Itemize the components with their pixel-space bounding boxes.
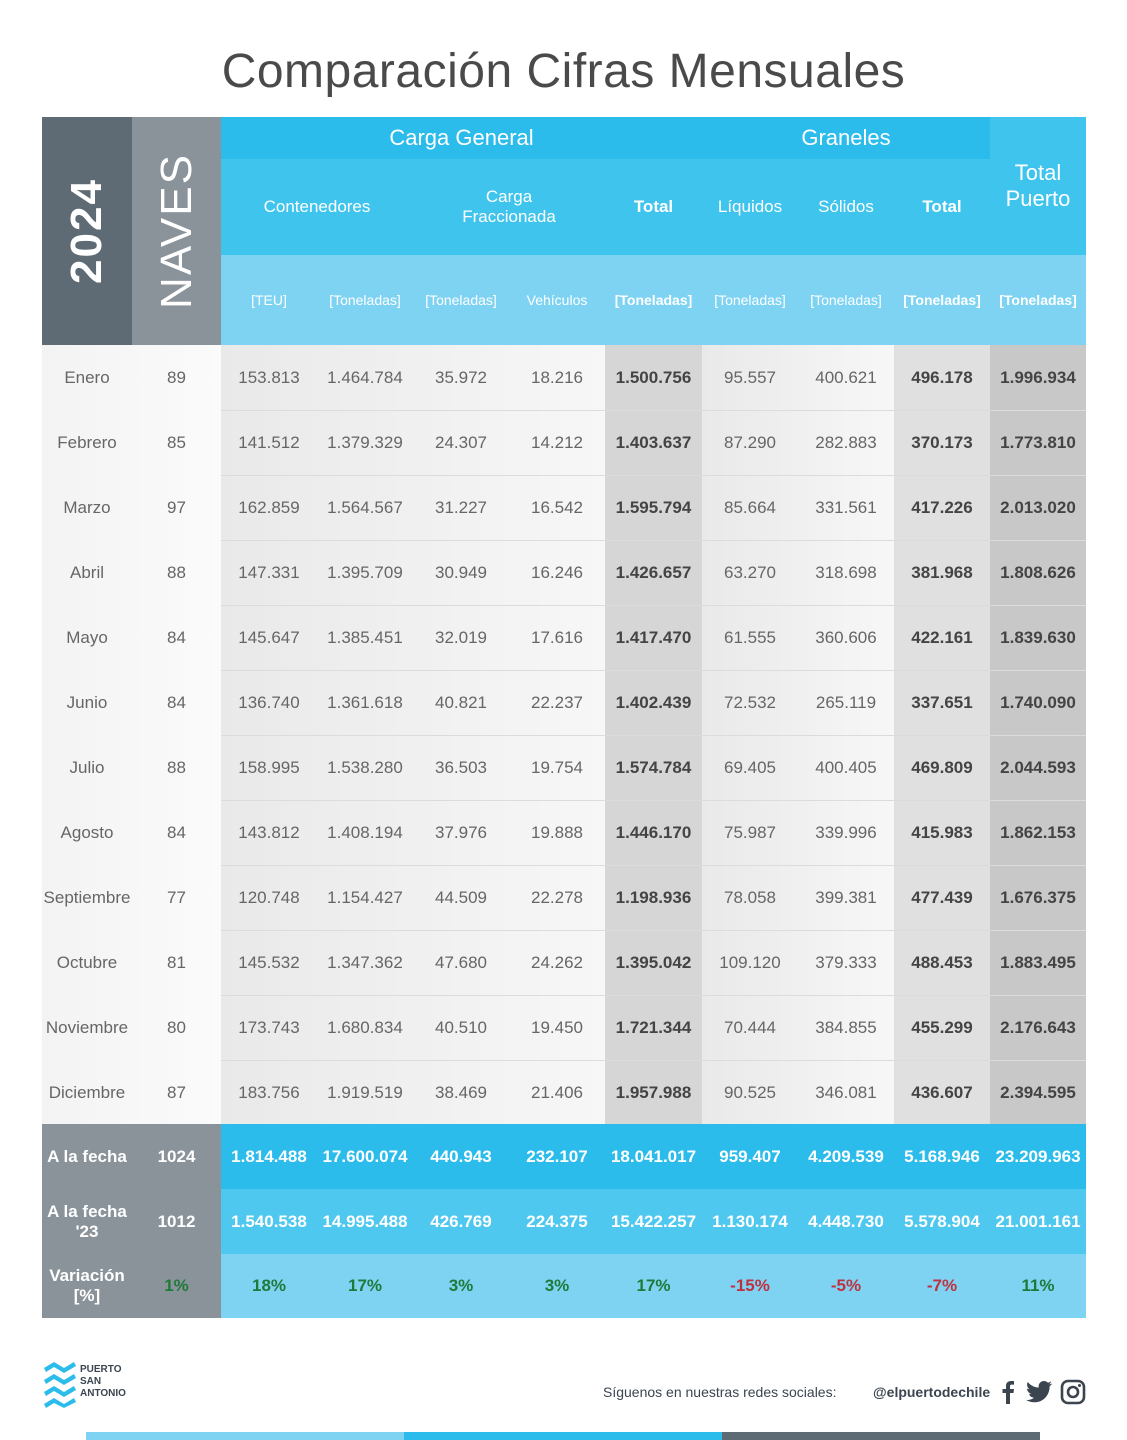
table-cell: 2.394.595 [1000,1082,1076,1102]
table-cell: 22.237 [531,692,583,712]
year-header [42,117,132,345]
naves-header [132,117,221,345]
table-cell: 496.178 [911,367,973,387]
table-cell: 78.058 [724,887,776,907]
table-cell: 346.081 [815,1082,877,1102]
variation-value: -15% [730,1276,770,1295]
naves-value: 89 [167,367,186,387]
summary-cell: 4.448.730 [808,1211,884,1231]
variation-value: 18% [251,1276,287,1295]
summary-cell: 1.540.538 [231,1211,307,1231]
table-cell: 90.525 [724,1082,776,1102]
table-cell: 32.019 [435,627,487,647]
month-label: Junio [66,692,108,712]
table-cell: 17.616 [531,627,583,647]
unit-label: Vehículos [526,292,588,308]
table-cell: 477.439 [911,887,973,907]
table-cell: 1.676.375 [1000,887,1076,907]
table-cell: 40.821 [435,692,487,712]
summary-naves-value: 1012 [157,1211,196,1231]
table-cell: 18.216 [531,367,583,387]
unit-label: [Toneladas] [614,292,693,308]
table-cell: 422.161 [911,627,973,647]
table-cell: 1.721.344 [615,1017,692,1037]
month-label: Octubre [56,952,118,972]
table-cell: 2.176.643 [1000,1017,1076,1037]
summary-naves-value: 1% [164,1276,189,1295]
table-cell: 1.464.784 [327,367,403,387]
instagram-icon[interactable] [1059,1378,1087,1406]
naves-label: NAVES [151,153,201,309]
footer-bar-light [86,1432,404,1440]
table-cell: 16.542 [531,497,583,517]
summary-cell: 14.995.488 [322,1211,408,1231]
puerto-san-antonio-logo-icon [42,1360,78,1408]
naves-value: 80 [167,1017,186,1037]
unit-label: [Toneladas] [810,292,882,308]
table-cell: 38.469 [435,1082,487,1102]
table-cell: 1.538.280 [327,757,403,777]
summary-label [42,1254,132,1318]
table-cell: 1.361.618 [327,692,403,712]
table-cell: 360.606 [815,627,877,647]
logo-line-2: SAN [80,1376,102,1387]
table-cell: 145.647 [238,627,300,647]
sub-liquidos: Líquidos [717,197,783,216]
sub-solidos: Sólidos [818,197,874,216]
table-cell: 21.406 [531,1082,583,1102]
table-cell: 1.996.934 [1000,367,1076,387]
table-cell: 147.331 [238,562,300,582]
table-cell: 1.957.988 [615,1082,692,1102]
table-cell: 44.509 [435,887,487,907]
month-label: Abril [69,562,104,582]
twitter-icon[interactable] [1025,1378,1053,1406]
table-cell: 72.532 [724,692,776,712]
table-cell: 370.173 [911,432,973,452]
table-cell: 109.120 [719,952,781,972]
month-label: Febrero [57,432,117,452]
footer-bar-blue [404,1432,722,1440]
summary-naves-value: 1024 [157,1146,196,1166]
table-cell: 381.968 [911,562,973,582]
variation-value: -5% [830,1276,862,1295]
naves-value: 97 [167,497,186,517]
summary-cell: 232.107 [526,1146,588,1166]
table-cell: 173.743 [238,1017,300,1037]
month-label: Julio [69,757,105,777]
unit-label: [Toneladas] [329,292,401,308]
summary-cell: 1.130.174 [712,1211,788,1231]
table-cell: 19.450 [531,1017,583,1037]
table-cell: 1.808.626 [1000,562,1076,582]
table-cell: 331.561 [815,497,877,517]
naves-value: 87 [167,1082,186,1102]
table-cell: 417.226 [911,497,973,517]
table-cell: 415.983 [911,822,973,842]
table-cell: 136.740 [238,692,300,712]
sub-fraccionada-line-2: Fraccionada [462,207,556,226]
summary-label [42,1124,132,1189]
month-label: Enero [64,367,110,387]
table-cell: 153.813 [238,367,300,387]
unit-label: [TEU] [251,292,287,308]
naves-value: 85 [167,432,186,452]
summary-label-line-2: [%] [73,1286,101,1305]
table-cell: 75.987 [724,822,776,842]
table-cell: 1.862.153 [1000,822,1076,842]
year-label: 2024 [62,178,112,284]
variation-value: 11% [1021,1276,1055,1295]
table-cell: 14.212 [531,432,583,452]
total-puerto-label-2: Puerto [1005,186,1071,211]
table-cell: 1.839.630 [1000,627,1076,647]
naves-value: 81 [167,952,186,972]
social-text: Síguenos en nuestras redes sociales: [603,1384,837,1400]
table-cell: 61.555 [724,627,776,647]
naves-value: 88 [167,562,186,582]
table-cell: 1.198.936 [615,887,692,907]
table-cell: 69.405 [724,757,776,777]
table-cell: 143.812 [238,822,300,842]
table-cell: 183.756 [238,1082,300,1102]
table-cell: 70.444 [724,1017,776,1037]
table-cell: 1.417.470 [615,627,692,647]
table-cell: 31.227 [435,497,487,517]
summary-cell: 224.375 [526,1211,588,1231]
table-cell: 436.607 [911,1082,973,1102]
table-cell: 1.379.329 [327,432,403,452]
table-cell: 379.333 [815,952,877,972]
summary-cell: 959.407 [719,1146,781,1166]
table-cell: 19.754 [531,757,583,777]
table-cell: 318.698 [815,562,877,582]
naves-value: 77 [167,887,186,907]
table-cell: 2.044.593 [1000,757,1076,777]
summary-cell: 4.209.539 [808,1146,884,1166]
sub-total-graneles: Total [922,197,962,216]
summary-cell: 426.769 [430,1211,492,1231]
page-title: Comparación Cifras Mensuales [221,45,906,98]
table-cell: 1.883.495 [1000,952,1076,972]
unit-label: [Toneladas] [999,292,1077,308]
summary-rows [42,1124,1086,1318]
sub-fraccionada-line-1: Carga [485,187,533,206]
summary-cell: 21.001.161 [995,1211,1081,1231]
naves-value: 88 [167,757,186,777]
facebook-icon[interactable] [998,1378,1018,1406]
table-cell: 384.855 [815,1017,877,1037]
table-cell: 1.680.834 [327,1017,403,1037]
logo-line-3: ANTONIO [80,1388,126,1399]
table-cell: 24.307 [435,432,487,452]
variation-value: 17% [636,1276,671,1295]
summary-cell: 18.041.017 [610,1146,697,1166]
table-cell: 95.557 [724,367,776,387]
table-cell: 1.395.709 [327,562,403,582]
unit-label: [Toneladas] [425,292,497,308]
table-cell: 1.385.451 [327,627,403,647]
group-carga-general: Carga General [389,125,534,150]
sub-total-carga: Total [633,197,674,216]
table-cell: 22.278 [531,887,583,907]
month-label: Noviembre [45,1017,129,1037]
table-cell: 1.740.090 [1000,692,1076,712]
table-cell: 120.748 [238,887,300,907]
table-cell: 35.972 [435,367,487,387]
table-cell: 282.883 [815,432,877,452]
sub-contenedores: Contenedores [263,197,371,216]
table-cell: 87.290 [724,432,776,452]
summary-label-line-1: Variación [49,1266,125,1285]
table-cell: 145.532 [238,952,300,972]
footer-bar-gray [722,1432,1040,1440]
table-cell: 1.347.362 [327,952,403,972]
table-cell: 1.574.784 [615,757,692,777]
table-body [42,345,1086,1124]
unit-label: [Toneladas] [714,292,786,308]
naves-value: 84 [167,627,186,647]
variation-value: 3% [544,1276,570,1295]
unit-label: [Toneladas] [903,292,981,308]
table-cell: 265.119 [815,692,877,712]
month-label: Septiembre [43,887,131,907]
naves-value: 84 [167,692,186,712]
table-cell: 1.154.427 [327,887,403,907]
logo-text [80,1364,126,1400]
table-cell: 1.408.194 [327,822,403,842]
monthly-table [42,117,1086,1318]
table-cell: 1.773.810 [1000,432,1076,452]
month-label: Marzo [63,497,111,517]
table-cell: 469.809 [911,757,973,777]
table-cell: 24.262 [531,952,583,972]
table-cell: 40.510 [435,1017,487,1037]
summary-cell: 1.814.488 [231,1146,307,1166]
table-cell: 1.564.567 [327,497,403,517]
group-graneles: Graneles [801,125,891,150]
summary-label [42,1189,132,1254]
table-cell: 455.299 [911,1017,973,1037]
summary-cell: 5.578.904 [904,1211,980,1231]
variation-value: 3% [448,1276,474,1295]
table-cell: 488.453 [911,952,973,972]
logo-line-1: PUERTO [80,1364,122,1375]
variation-value: 17% [347,1276,383,1295]
month-label: Agosto [60,822,114,842]
table-cell: 16.246 [531,562,583,582]
table-cell: 158.995 [238,757,300,777]
table-cell: 400.621 [815,367,877,387]
table-cell: 30.949 [435,562,487,582]
month-label: Mayo [66,627,108,647]
table-cell: 1.395.042 [615,952,692,972]
total-puerto-label-1: Total [1014,160,1062,185]
month-label: Diciembre [48,1082,126,1102]
table-cell: 47.680 [435,952,487,972]
summary-label-line-2: '23 [75,1221,99,1241]
table-cell: 37.976 [435,822,487,842]
table-cell: 1.595.794 [615,497,692,517]
summary-cell: 440.943 [430,1146,492,1166]
table-cell: 63.270 [724,562,776,582]
social-handle[interactable]: @elpuertodechile [873,1384,991,1400]
summary-label-line-1: A la fecha [47,1146,127,1166]
naves-value: 84 [167,822,186,842]
table-cell: 399.381 [815,887,877,907]
table-cell: 400.405 [815,757,877,777]
table-cell: 162.859 [238,497,300,517]
summary-cell: 5.168.946 [904,1146,980,1166]
table-cell: 2.013.020 [1000,497,1076,517]
summary-cell: 15.422.257 [610,1211,697,1231]
table-cell: 1.402.439 [615,692,692,712]
summary-cell: 17.600.074 [322,1146,408,1166]
table-cell: 339.996 [815,822,877,842]
table-cell: 85.664 [724,497,776,517]
table-cell: 141.512 [238,432,300,452]
total-puerto-header [990,117,1086,255]
table-cell: 337.651 [911,692,973,712]
variation-value: -7% [926,1276,958,1295]
summary-label-line-1: A la fecha [47,1201,127,1221]
table-cell: 1.919.519 [327,1082,403,1102]
summary-cell: 23.209.963 [995,1146,1081,1166]
table-cell: 19.888 [531,822,583,842]
sub-carga-fraccionada [413,159,605,255]
table-cell: 1.403.637 [615,432,692,452]
table-cell: 1.426.657 [615,562,692,582]
table-cell: 36.503 [435,757,487,777]
table-cell: 1.500.756 [615,367,692,387]
table-cell: 1.446.170 [615,822,692,842]
